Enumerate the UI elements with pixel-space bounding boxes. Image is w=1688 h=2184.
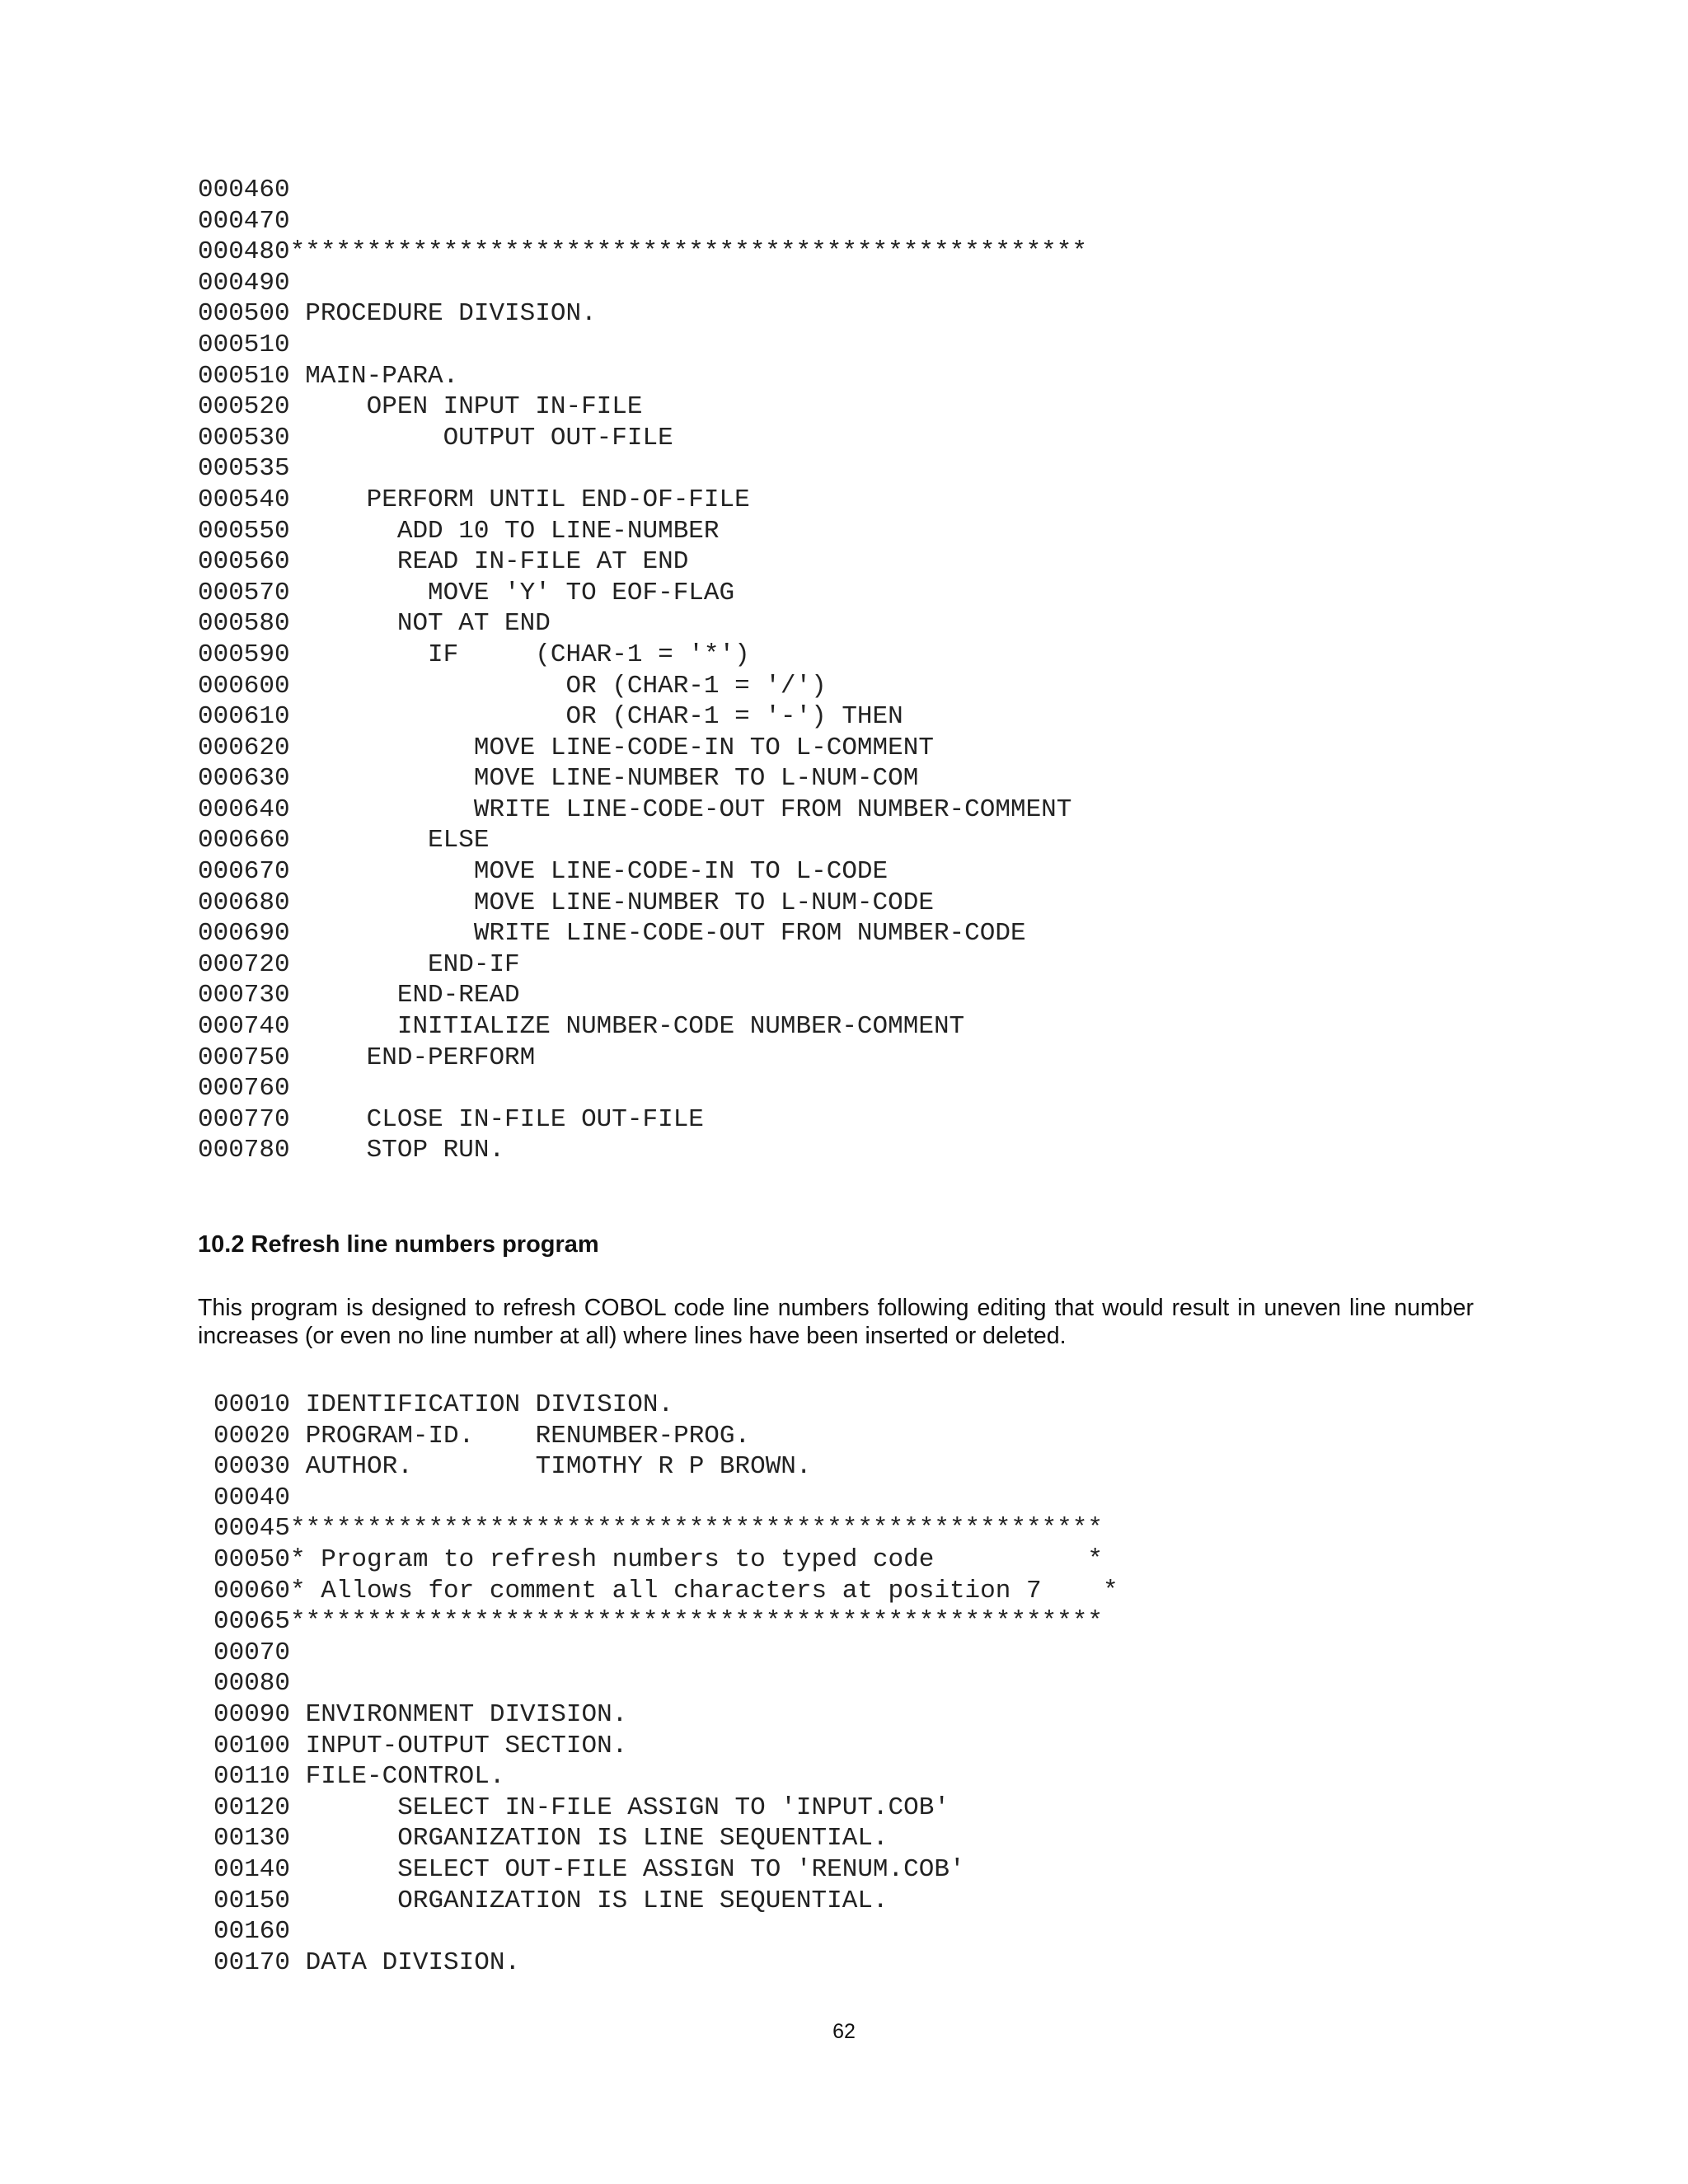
code-line: 000550 ADD 10 TO LINE-NUMBER [198,516,720,546]
code-line: 000720 END-IF [198,949,520,979]
code-line: 000480**************************************************** [198,237,1087,267]
code-line: 000570 MOVE 'Y' TO EOF-FLAG [198,578,735,607]
code-line: 00065***************************************************** [213,1607,1103,1637]
code-line: 000740 INITIALIZE NUMBER-CODE NUMBER-COMMENT [198,1012,965,1042]
code-line: 00110 FILE-CONTROL. [213,1762,505,1792]
code-line: 000620 MOVE LINE-CODE-IN TO L-COMMENT [198,733,934,762]
code-line: 00140 SELECT OUT-FILE ASSIGN TO 'RENUM.COB' [213,1854,965,1884]
code-line: 00070 [213,1638,291,1667]
code-line: 00020 PROGRAM-ID. RENUMBER-PROG. [213,1421,751,1451]
code-line: 00010 IDENTIFICATION DIVISION. [213,1390,674,1419]
code-line: 000610 OR (CHAR-1 = '-') THEN [198,702,903,732]
code-line: 00050* Program to refresh numbers to typed code * [213,1544,1103,1574]
code-line: 00170 DATA DIVISION. [213,1947,521,1977]
code-line: 000750 END-PERFORM [198,1043,536,1072]
code-line: 000510 [198,330,290,359]
code-line: 000520 OPEN INPUT IN-FILE [198,392,643,422]
code-line: 000470 [198,206,290,236]
body-paragraph: This program is designed to refresh COBOL code line numbers following editing that would result in uneven line number increases (or even no line number at all) where lines have been inserted or deleted. [198,1295,1474,1349]
code-line: 00160 [213,1917,291,1947]
code-line: 000560 READ IN-FILE AT END [198,547,689,577]
code-line: 000540 PERFORM UNTIL END-OF-FILE [198,485,750,514]
code-listing-top [198,175,1087,1166]
code-line: 000660 ELSE [198,826,490,855]
code-line: 00030 AUTHOR. TIMOTHY R P BROWN. [213,1452,812,1482]
code-line: 00120 SELECT IN-FILE ASSIGN TO 'INPUT.COB' [213,1793,950,1822]
code-line: 00100 INPUT-OUTPUT SECTION. [213,1731,628,1760]
code-line: 000580 NOT AT END [198,609,551,639]
code-line: 00045***************************************************** [213,1514,1103,1544]
code-line: 000630 MOVE LINE-NUMBER TO L-NUM-COM [198,764,919,794]
code-line: 00060* Allows for comment all characters at position 7 * [213,1576,1118,1605]
code-line: 00040 [213,1483,291,1512]
code-line: 000770 CLOSE IN-FILE OUT-FILE [198,1104,704,1134]
code-line: 000530 OUTPUT OUT-FILE [198,423,673,452]
code-line: 000510 MAIN-PARA. [198,361,459,391]
code-line: 000460 [198,176,290,204]
code-line: 00150 ORGANIZATION IS LINE SEQUENTIAL. [213,1886,889,1915]
code-line: 000670 MOVE LINE-CODE-IN TO L-CODE [198,857,889,887]
code-line: 00080 [213,1669,291,1699]
page-number: 62 [832,2020,856,2043]
code-line: 000590 IF (CHAR-1 = '*') [198,640,750,669]
code-line: 000500 PROCEDURE DIVISION. [198,299,597,329]
section-heading: 10.2 Refresh line numbers program [198,1231,599,1258]
code-line: 000680 MOVE LINE-NUMBER TO L-NUM-CODE [198,888,934,917]
code-line: 000535 [198,454,290,484]
code-line: 000730 END-READ [198,981,520,1010]
code-line: 000600 OR (CHAR-1 = '/') [198,671,827,701]
code-line: 000490 [198,268,290,298]
code-line: 00090 ENVIRONMENT DIVISION. [213,1699,628,1729]
code-line: 000640 WRITE LINE-CODE-OUT FROM NUMBER-COMMENT [198,794,1072,824]
code-listing-bottom [213,1390,1118,1978]
code-line: 000690 WRITE LINE-CODE-OUT FROM NUMBER-CODE [198,919,1026,949]
code-line: 000760 [198,1074,290,1104]
code-line: 000780 STOP RUN. [198,1136,505,1165]
code-line: 00130 ORGANIZATION IS LINE SEQUENTIAL. [213,1824,889,1854]
